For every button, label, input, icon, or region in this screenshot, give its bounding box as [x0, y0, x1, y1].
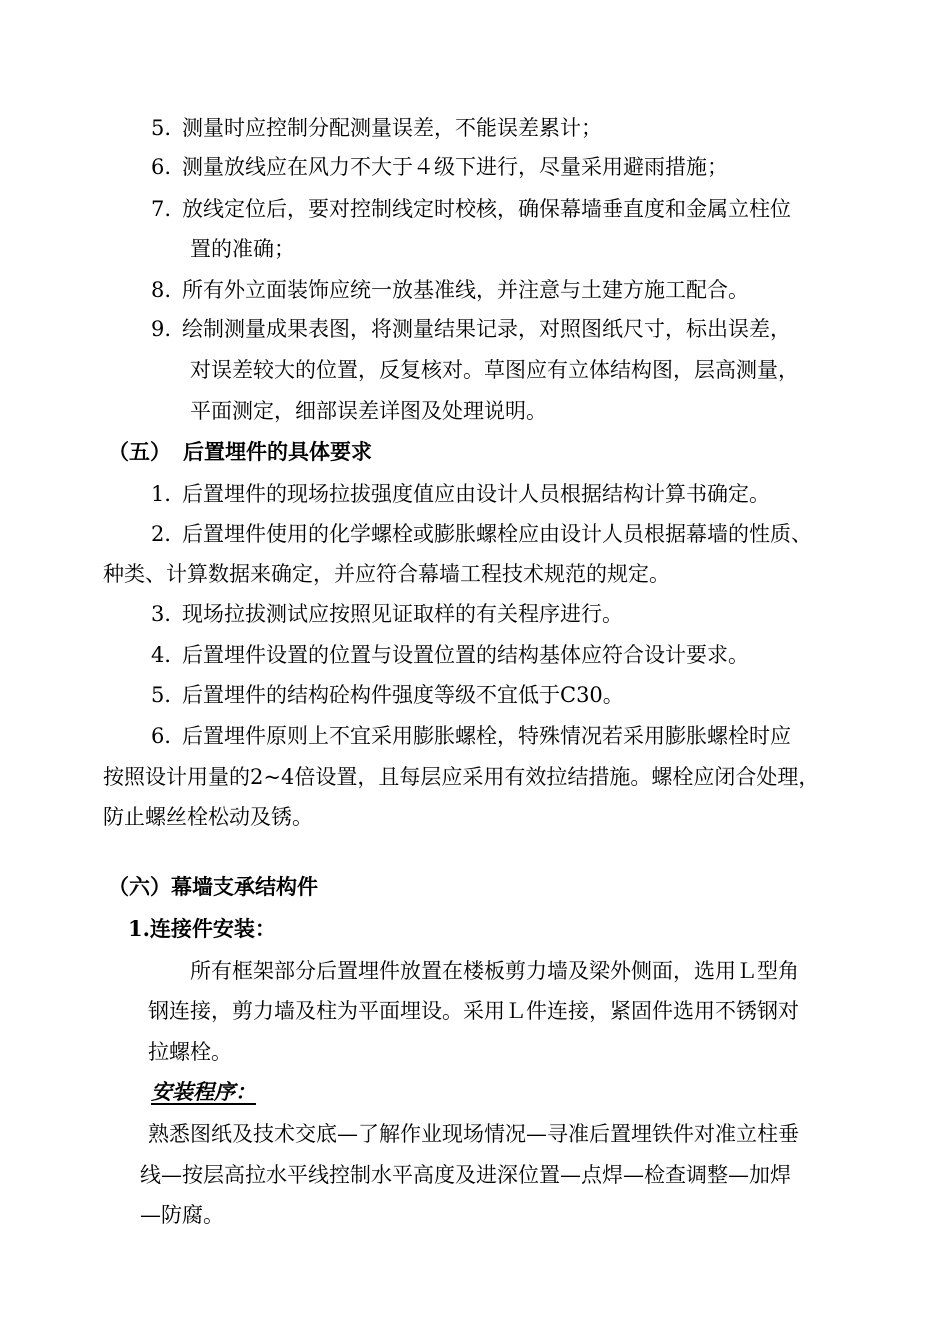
paragraph-line: 线—按层高拉水平线控制水平高度及进深位置—点焊—检查调整—加焊 [140, 1163, 791, 1187]
item-continuation: 防止螺丝栓松动及锈。 [103, 805, 313, 829]
item-number: 5. [151, 116, 172, 140]
item-number: 9. [151, 317, 172, 341]
item-continuation: 按照设计用量的2~4倍设置，且每层应采用有效拉结措施。螺栓应闭合处理， [103, 765, 820, 789]
item-text: 绘制测量成果表图，将测量结果记录，对照图纸尺寸，标出误差， [182, 317, 791, 341]
item-text: 后置埋件的现场拉拔强度值应由设计人员根据结构计算书确定。 [182, 482, 770, 506]
item-text: 所有外立面装饰应统一放基准线，并注意与土建方施工配合。 [182, 278, 749, 302]
item-number: 4． [151, 643, 186, 667]
item-number: 8. [151, 278, 172, 302]
item-text: 后置埋件原则上不宜采用膨胀螺栓，特殊情况若采用膨胀螺栓时应 [182, 724, 791, 748]
item-number: 6. [151, 155, 172, 179]
paragraph-line: 钢连接，剪力墙及柱为平面埋设。采用Ｌ件连接，紧固件选用不锈钢对 [148, 999, 799, 1023]
item-text: 测量时应控制分配测量误差，不能误差累计； [182, 116, 602, 140]
item-text: 放线定位后，要对控制线定时校核，确保幕墙垂直度和金属立柱位 [182, 197, 791, 221]
item-text: 测量放线应在风力不大于４级下进行，尽量采用避雨措施； [182, 155, 728, 179]
item-continuation: 对误差较大的位置，反复核对。草图应有立体结构图，层高测量， [190, 358, 799, 382]
item-number: 7. [151, 197, 172, 221]
procedure-label: 安装程序： [151, 1079, 256, 1104]
item-text: 后置埋件使用的化学螺栓或膨胀螺栓应由设计人员根据幕墙的性质、 [182, 522, 812, 546]
item-continuation: 平面测定，细部误差详图及处理说明。 [190, 399, 547, 423]
paragraph-line: 所有框架部分后置埋件放置在楼板剪力墙及梁外侧面，选用Ｌ型角 [190, 959, 799, 983]
item-continuation: 种类、计算数据来确定，并应符合幕墙工程技术规范的规定。 [103, 562, 670, 586]
item-number: 3． [151, 602, 186, 626]
subsection-1-heading: 1.连接件安装： [128, 916, 276, 941]
paragraph-line: 拉螺栓。 [148, 1040, 232, 1064]
paragraph-line: —防腐。 [140, 1203, 224, 1227]
section-6-heading: （六）幕墙支承结构件 [108, 874, 318, 899]
paragraph-line: 熟悉图纸及技术交底—了解作业现场情况—寻准后置埋铁件对准立柱垂 [148, 1122, 799, 1146]
item-number: 5． [151, 683, 186, 707]
item-number: 2． [151, 522, 186, 546]
heading-text: 后置埋件的具体要求 [183, 439, 372, 464]
heading-number: （五） [108, 439, 171, 464]
item-text: 后置埋件设置的位置与设置位置的结构基体应符合设计要求。 [182, 643, 749, 667]
item-text: 现场拉拔测试应按照见证取样的有关程序进行。 [182, 602, 623, 626]
item-continuation: 置的准确； [190, 237, 295, 261]
item-number: 6． [151, 724, 186, 748]
item-text: 后置埋件的结构砼构件强度等级不宜低于C30。 [182, 683, 624, 707]
item-number: 1． [151, 482, 186, 506]
